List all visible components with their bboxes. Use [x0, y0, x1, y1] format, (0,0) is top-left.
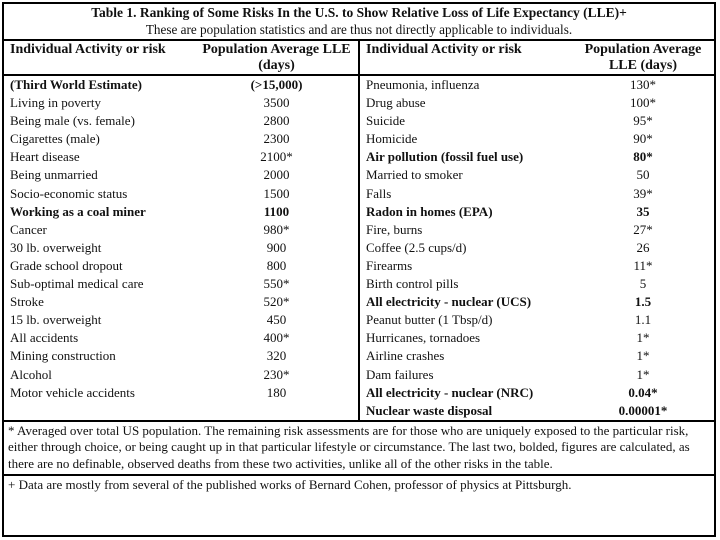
- risk-activity: Dam failures: [366, 366, 434, 382]
- left-header-activity: Individual Activity or risk: [10, 42, 166, 57]
- table-row: [360, 347, 714, 365]
- risk-lle-value: 800: [266, 257, 287, 273]
- table-row: [4, 239, 358, 257]
- table-subtitle: These are population statistics and are thus not directly applicable to individuals.: [145, 22, 573, 37]
- table-row: [360, 130, 714, 148]
- table-row: [360, 293, 714, 311]
- risk-activity: (Third World Estimate): [10, 77, 142, 92]
- table-title: Table 1. Ranking of Some Risks In the U.S. to Show Relative Loss of Life Expectancy (LLE)+: [91, 5, 627, 20]
- table-row: [4, 221, 358, 239]
- table-row: [360, 203, 714, 221]
- risk-lle-value: 3500: [263, 95, 290, 111]
- risk-lle-value: 1100: [263, 203, 290, 219]
- risk-activity: 15 lb. overweight: [10, 312, 102, 328]
- table-row: [360, 166, 714, 184]
- table-body: [4, 41, 714, 420]
- table-row: [4, 384, 358, 402]
- risk-lle-value: 100*: [630, 95, 656, 111]
- risk-lle-value: 2300: [263, 131, 290, 147]
- footnote-averaged: * Averaged over total US population. The remaining risk assessments are for those who are uniquely exposed to the particular risk, either through choice, or being caught up in that particular lifestyle or circumstance. The last two, bolded, figures are calculated, as there are no definable, observed deaths from these two activities, unlike all of the other risks in the table.: [8, 422, 690, 471]
- table-row: [4, 275, 358, 293]
- risk-activity: Airline crashes: [366, 348, 445, 364]
- risk-activity: Being unmarried: [10, 167, 98, 183]
- risk-activity: Radon in homes (EPA): [366, 203, 493, 219]
- risk-lle-value: 11*: [633, 257, 653, 273]
- risk-activity: Married to smoker: [366, 167, 463, 183]
- risk-activity: All electricity - nuclear (UCS): [366, 294, 532, 310]
- table-row: [360, 275, 714, 293]
- risk-lle-value: 27*: [633, 221, 653, 237]
- table-row: [360, 94, 714, 112]
- risk-lle-value: 90*: [633, 131, 653, 147]
- risk-activity: Peanut butter (1 Tbsp/d): [366, 312, 493, 328]
- risk-activity: Working as a coal miner: [10, 203, 146, 219]
- risk-lle-value: 80*: [633, 149, 653, 165]
- risk-activity: Living in poverty: [10, 95, 101, 111]
- table-row: [4, 311, 358, 329]
- risk-activity: Fire, burns: [366, 221, 423, 237]
- table-row: [4, 94, 358, 112]
- risk-lle-value: 2000: [263, 167, 290, 183]
- table-row: [4, 203, 358, 221]
- risk-activity: Air pollution (fossil fuel use): [366, 149, 524, 165]
- risk-activity: Grade school dropout: [10, 257, 123, 273]
- table-row: [4, 130, 358, 148]
- risk-table-document: [2, 2, 716, 537]
- risk-activity: Heart disease: [10, 149, 80, 165]
- risk-lle-value: 1*: [636, 348, 650, 364]
- table-row: [360, 112, 714, 130]
- right-header-row: [360, 41, 714, 76]
- left-header-row: [4, 41, 358, 76]
- risk-lle-value: 39*: [633, 185, 653, 201]
- table-row: [360, 384, 714, 402]
- risk-lle-value: 520*: [263, 294, 290, 310]
- risk-activity: Cigarettes (male): [10, 131, 100, 147]
- risk-activity: Falls: [366, 185, 392, 201]
- risk-lle-value: 2800: [263, 113, 290, 129]
- risk-lle-value: 0.00001*: [618, 402, 668, 418]
- risk-activity: Homicide: [366, 131, 418, 147]
- left-header-value: Population Average LLE (days): [202, 42, 351, 73]
- risk-activity: Nuclear waste disposal: [366, 402, 493, 418]
- risk-lle-value: 1500: [263, 185, 290, 201]
- risk-lle-value: 320: [266, 348, 287, 364]
- table-row: [360, 311, 714, 329]
- footnote-source: + Data are mostly from several of the published works of Bernard Cohen, professor of physics at Pittsburgh.: [4, 474, 714, 496]
- risk-activity: Coffee (2.5 cups/d): [366, 239, 467, 255]
- table-row: [360, 366, 714, 384]
- risk-activity: Hurricanes, tornadoes: [366, 330, 481, 346]
- risk-lle-value: 0.04*: [628, 384, 658, 400]
- risk-lle-value: 5: [639, 276, 647, 292]
- risk-lle-value: 900: [266, 239, 287, 255]
- risk-activity: Suicide: [366, 113, 405, 129]
- risk-lle-value: 2100*: [260, 149, 293, 165]
- risk-activity: Mining construction: [10, 348, 116, 364]
- table-row: [4, 166, 358, 184]
- risk-activity: Sub-optimal medical care: [10, 276, 144, 292]
- right-column-table: [360, 41, 714, 420]
- table-row: [4, 347, 358, 365]
- table-row: [360, 257, 714, 275]
- left-rows: [4, 76, 358, 402]
- table-row: [4, 185, 358, 203]
- right-rows: [360, 76, 714, 420]
- table-row: [4, 76, 358, 94]
- table-row: [4, 257, 358, 275]
- risk-activity: All electricity - nuclear (NRC): [366, 384, 534, 400]
- risk-lle-value: 1*: [636, 330, 650, 346]
- risk-lle-value: 400*: [263, 330, 290, 346]
- risk-lle-value: 230*: [263, 366, 290, 382]
- risk-activity: Pneumonia, influenza: [366, 77, 480, 92]
- risk-activity: Motor vehicle accidents: [10, 384, 135, 400]
- table-row: [360, 76, 714, 94]
- table-row: [360, 148, 714, 166]
- right-header-activity: Individual Activity or risk: [366, 42, 522, 57]
- table-row: [4, 329, 358, 347]
- risk-lle-value: 130*: [630, 77, 656, 92]
- risk-activity: Drug abuse: [366, 95, 426, 111]
- left-column-table: [4, 41, 360, 420]
- risk-lle-value: 35: [636, 203, 650, 219]
- risk-activity: Birth control pills: [366, 276, 459, 292]
- risk-activity: Being male (vs. female): [10, 113, 135, 129]
- risk-lle-value: 50: [636, 167, 650, 183]
- risk-lle-value: 550*: [263, 276, 290, 292]
- risk-lle-value: 450: [266, 312, 287, 328]
- risk-lle-value: 26: [636, 239, 650, 255]
- risk-activity: Alcohol: [10, 366, 52, 382]
- risk-lle-value: 1*: [636, 366, 650, 382]
- right-header-value: Population Average LLE (days): [584, 42, 702, 73]
- risk-activity: All accidents: [10, 330, 79, 346]
- risk-activity: Cancer: [10, 221, 47, 237]
- table-row: [360, 329, 714, 347]
- table-row: [4, 148, 358, 166]
- table-row: [360, 185, 714, 203]
- risk-lle-value: 180: [266, 384, 287, 400]
- risk-lle-value: (>15,000): [250, 77, 303, 92]
- table-row: [4, 366, 358, 384]
- risk-activity: Firearms: [366, 257, 413, 273]
- risk-activity: Stroke: [10, 294, 44, 310]
- table-row: [360, 221, 714, 239]
- risk-activity: Socio-economic status: [10, 185, 128, 201]
- footnotes: [4, 420, 714, 496]
- table-row: [360, 402, 714, 420]
- risk-lle-value: 1.1: [634, 312, 652, 328]
- risk-lle-value: 980*: [263, 221, 290, 237]
- table-row: [4, 112, 358, 130]
- risk-lle-value: 95*: [633, 113, 653, 129]
- risk-lle-value: 1.5: [634, 294, 652, 310]
- table-row: [4, 293, 358, 311]
- table-row: [360, 239, 714, 257]
- risk-activity: 30 lb. overweight: [10, 239, 102, 255]
